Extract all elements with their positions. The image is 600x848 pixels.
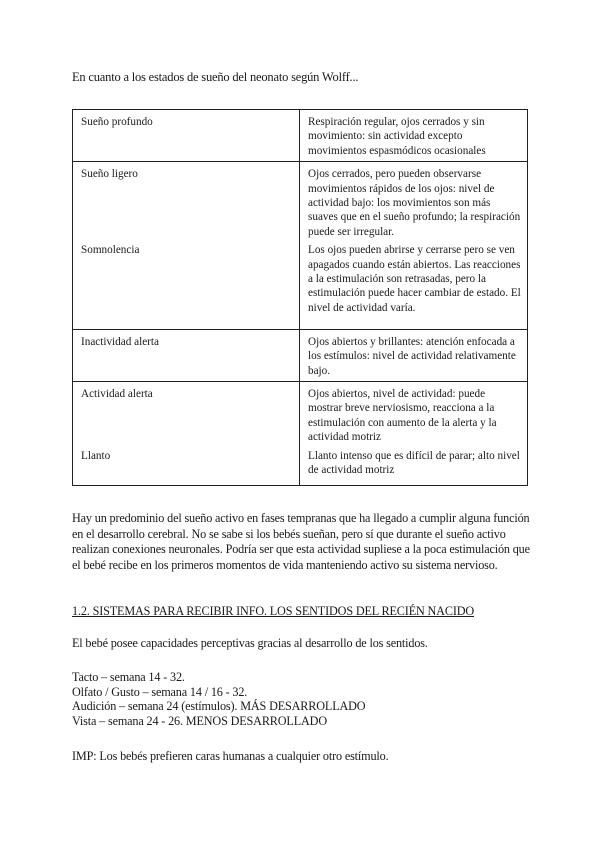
table-row	[73, 448, 528, 486]
table-row	[73, 242, 528, 329]
state-description: Ojos abiertos y brillantes: atención enfocada a los estímulos: nivel de actividad relativamente bajo.	[300, 329, 528, 381]
list-item: Vista – semana 24 - 26. MENOS DESARROLLADO	[72, 713, 327, 728]
table-row	[73, 110, 528, 162]
section-heading: 1.2. SISTEMAS PARA RECIBIR INFO. LOS SENTIDOS DEL RECIÉN NACIDO	[72, 604, 475, 618]
state-description: Ojos abiertos, nivel de actividad: puede mostrar breve nerviosismo, reacciona a la estimulación con aumento de la alerta y la actividad motriz	[300, 381, 528, 447]
state-description: Los ojos pueden abrirse y cerrarse pero se ven apagados cuando están abiertos. Las reacciones a la estimulación son retrasadas, pero la estimulación puede hacer cambiar de estado. El nivel de actividad varía.	[300, 242, 528, 329]
state-description: Llanto intenso que es difícil de parar; alto nivel de actividad motriz	[300, 448, 528, 486]
senses-intro: El bebé posee capacidades perceptivas gracias al desarrollo de los sentidos.	[72, 636, 428, 650]
senses-list	[72, 670, 365, 728]
table-row	[73, 329, 528, 381]
state-name: Sueño profundo	[73, 110, 300, 162]
list-item: Audición – semana 24 (estímulos). MÁS DESARROLLADO	[72, 699, 366, 714]
state-name: Actividad alerta	[73, 381, 300, 447]
imp-note: IMP: Los bebés prefieren caras humanas a cualquier otro estímulo.	[72, 749, 389, 763]
state-description: Ojos cerrados, pero pueden observarse movimientos rápidos de los ojos: nivel de actividad bajo: los movimientos son más suaves que en el sueño profundo; la respiración puede ser irregular.	[300, 162, 528, 243]
state-name: Llanto	[73, 448, 300, 486]
state-name: Sueño ligero	[73, 162, 300, 243]
list-item: Olfato / Gusto – semana 14 / 16 - 32.	[72, 684, 248, 699]
state-name: Inactividad alerta	[73, 329, 300, 381]
state-name: Somnolencia	[73, 242, 300, 329]
intro-sentence: En cuanto a los estados de sueño del neonato según Wolff...	[72, 70, 359, 84]
sleep-paragraph: Hay un predominio del sueño activo en fases tempranas que ha llegado a cumplir alguna función en el desarrollo cerebral. No se sabe si los bebés sueñan, pero sí que durante el sueño activo realizan conexiones neuronales. Podría ser que esta actividad supliese a la poca estimulación que el bebé recibe en los primeros momentos de vida manteniendo activo su sistema nervioso.	[72, 511, 530, 572]
sleep-states-table	[72, 109, 528, 486]
table-row	[73, 381, 528, 447]
table-row	[73, 162, 528, 243]
list-item: Tacto – semana 14 - 32.	[72, 670, 185, 684]
state-description: Respiración regular, ojos cerrados y sin movimiento: sin actividad excepto movimientos espasmódicos ocasionales	[300, 110, 528, 162]
